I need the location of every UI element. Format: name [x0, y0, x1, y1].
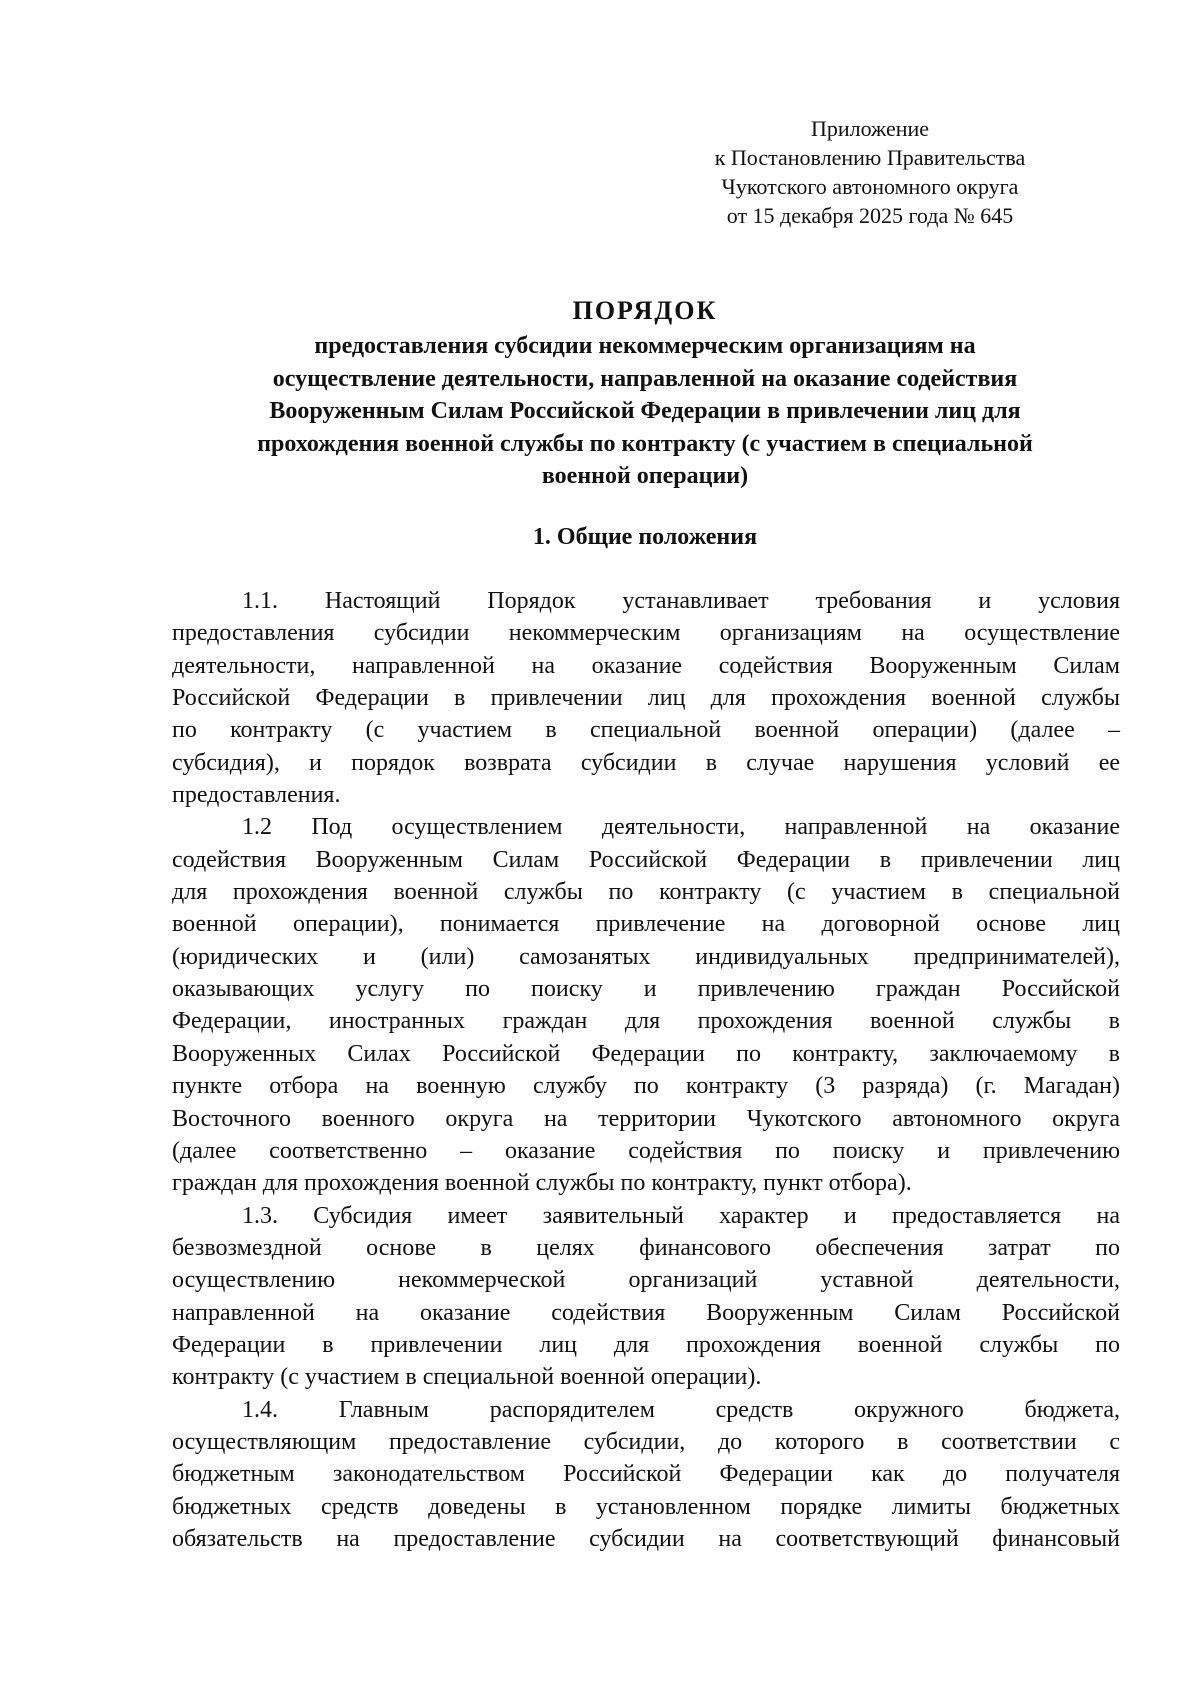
title-block [170, 294, 1120, 493]
paragraph-line: субсидия), и порядок возврата субсидии в случае нарушения условий ее [172, 749, 1120, 776]
paragraph-line: Восточного военного округа на территории Чукотского автономного округа [172, 1105, 1120, 1132]
subtitle-line: осуществление деятельности, направленной на оказание содействия [272, 365, 1018, 392]
paragraph-line: Российской Федерации в привлечении лиц для прохождения военной службы [172, 685, 1120, 712]
paragraph-line: 1.2 Под осуществлением деятельности, направленной на оказание [242, 814, 1120, 841]
paragraph-line: (юридических и (или) самозанятых индивидуальных предпринимателей), [172, 943, 1120, 970]
section-heading: 1. Общие положения [532, 524, 758, 550]
paragraph [172, 811, 1120, 1199]
paragraph-line: осуществлению некоммерческой организаций уставной деятельности, [172, 1267, 1120, 1294]
paragraph-line: содействия Вооруженным Силам Российской Федерации в привлечении лиц [172, 846, 1120, 873]
subtitle-line: прохождения военной службы по контракту (с участием в специальной [257, 430, 1033, 457]
document-title: ПОРЯДОК [572, 296, 718, 325]
subtitle-line: военной операции) [541, 463, 749, 489]
paragraph-line: деятельности, направленной на оказание содействия Вооруженным Силам [172, 652, 1120, 679]
appendix-line: Чукотского автономного округа [721, 174, 1019, 199]
appendix-line: к Постановлению Правительства [714, 145, 1026, 170]
appendix-line: от 15 декабря 2025 года № 645 [726, 203, 1014, 228]
paragraph [172, 1394, 1120, 1556]
paragraph-line: предоставления. [172, 782, 341, 809]
paragraph-line: обязательств на предоставление субсидии на соответствующий финансовый [172, 1525, 1120, 1552]
paragraph-line: бюджетным законодательством Российской Федерации как до получателя [172, 1461, 1120, 1488]
paragraph-line: Федерации, иностранных граждан для прохождения военной службы в [172, 1008, 1120, 1035]
paragraph-line: направленной на оказание содействия Вооруженным Силам Российской [172, 1299, 1120, 1326]
paragraph-line: военной операции), понимается привлечение на договорной основе лиц [172, 911, 1120, 938]
subtitle-line: Вооруженным Силам Российской Федерации в привлечении лиц для [269, 398, 1021, 424]
paragraph-line: 1.1. Настоящий Порядок устанавливает требования и условия [242, 588, 1120, 614]
paragraph-line: безвозмездной основе в целях финансового обеспечения затрат по [172, 1234, 1120, 1261]
appendix-line: Приложение [810, 116, 930, 141]
paragraph-line: бюджетных средств доведены в установленном порядке лимиты бюджетных [172, 1493, 1120, 1520]
paragraph-line: (далее соответственно – оказание содействия по поиску и привлечению [172, 1137, 1120, 1164]
paragraph-line: предоставления субсидии некоммерческим организациям на осуществление [172, 620, 1120, 647]
paragraph-line: Федерации в привлечении лиц для прохождения военной службы по [172, 1331, 1120, 1358]
paragraph-line: Вооруженных Силах Российской Федерации по контракту, заключаемому в [172, 1040, 1120, 1067]
paragraph [172, 1200, 1120, 1394]
paragraph-line: для прохождения военной службы по контракту (с участием в специальной [172, 879, 1120, 906]
document-subtitle [170, 330, 1120, 493]
document-body [172, 585, 1120, 1555]
paragraph-line: контракту (с участием в специальной военной операции). [172, 1364, 762, 1391]
paragraph-line: по контракту (с участием в специальной военной операции) (далее – [172, 717, 1120, 744]
appendix-block [680, 114, 1060, 230]
paragraph [172, 585, 1120, 811]
paragraph-line: граждан для прохождения военной службы по контракту, пункт отбора). [172, 1170, 912, 1197]
paragraph-line: осуществляющим предоставление субсидии, до которого в соответствии с [172, 1428, 1120, 1455]
paragraph-line: 1.3. Субсидия имеет заявительный характер и предоставляется на [242, 1202, 1120, 1229]
paragraph-line: пункте отбора на военную службу по контракту (3 разряда) (г. Магадан) [172, 1073, 1120, 1100]
subtitle-line: предоставления субсидии некоммерческим организациям на [314, 333, 976, 359]
paragraph-line: оказывающих услугу по поиску и привлечению граждан Российской [172, 976, 1120, 1003]
paragraph-line: 1.4. Главным распорядителем средств окружного бюджета, [242, 1396, 1120, 1423]
